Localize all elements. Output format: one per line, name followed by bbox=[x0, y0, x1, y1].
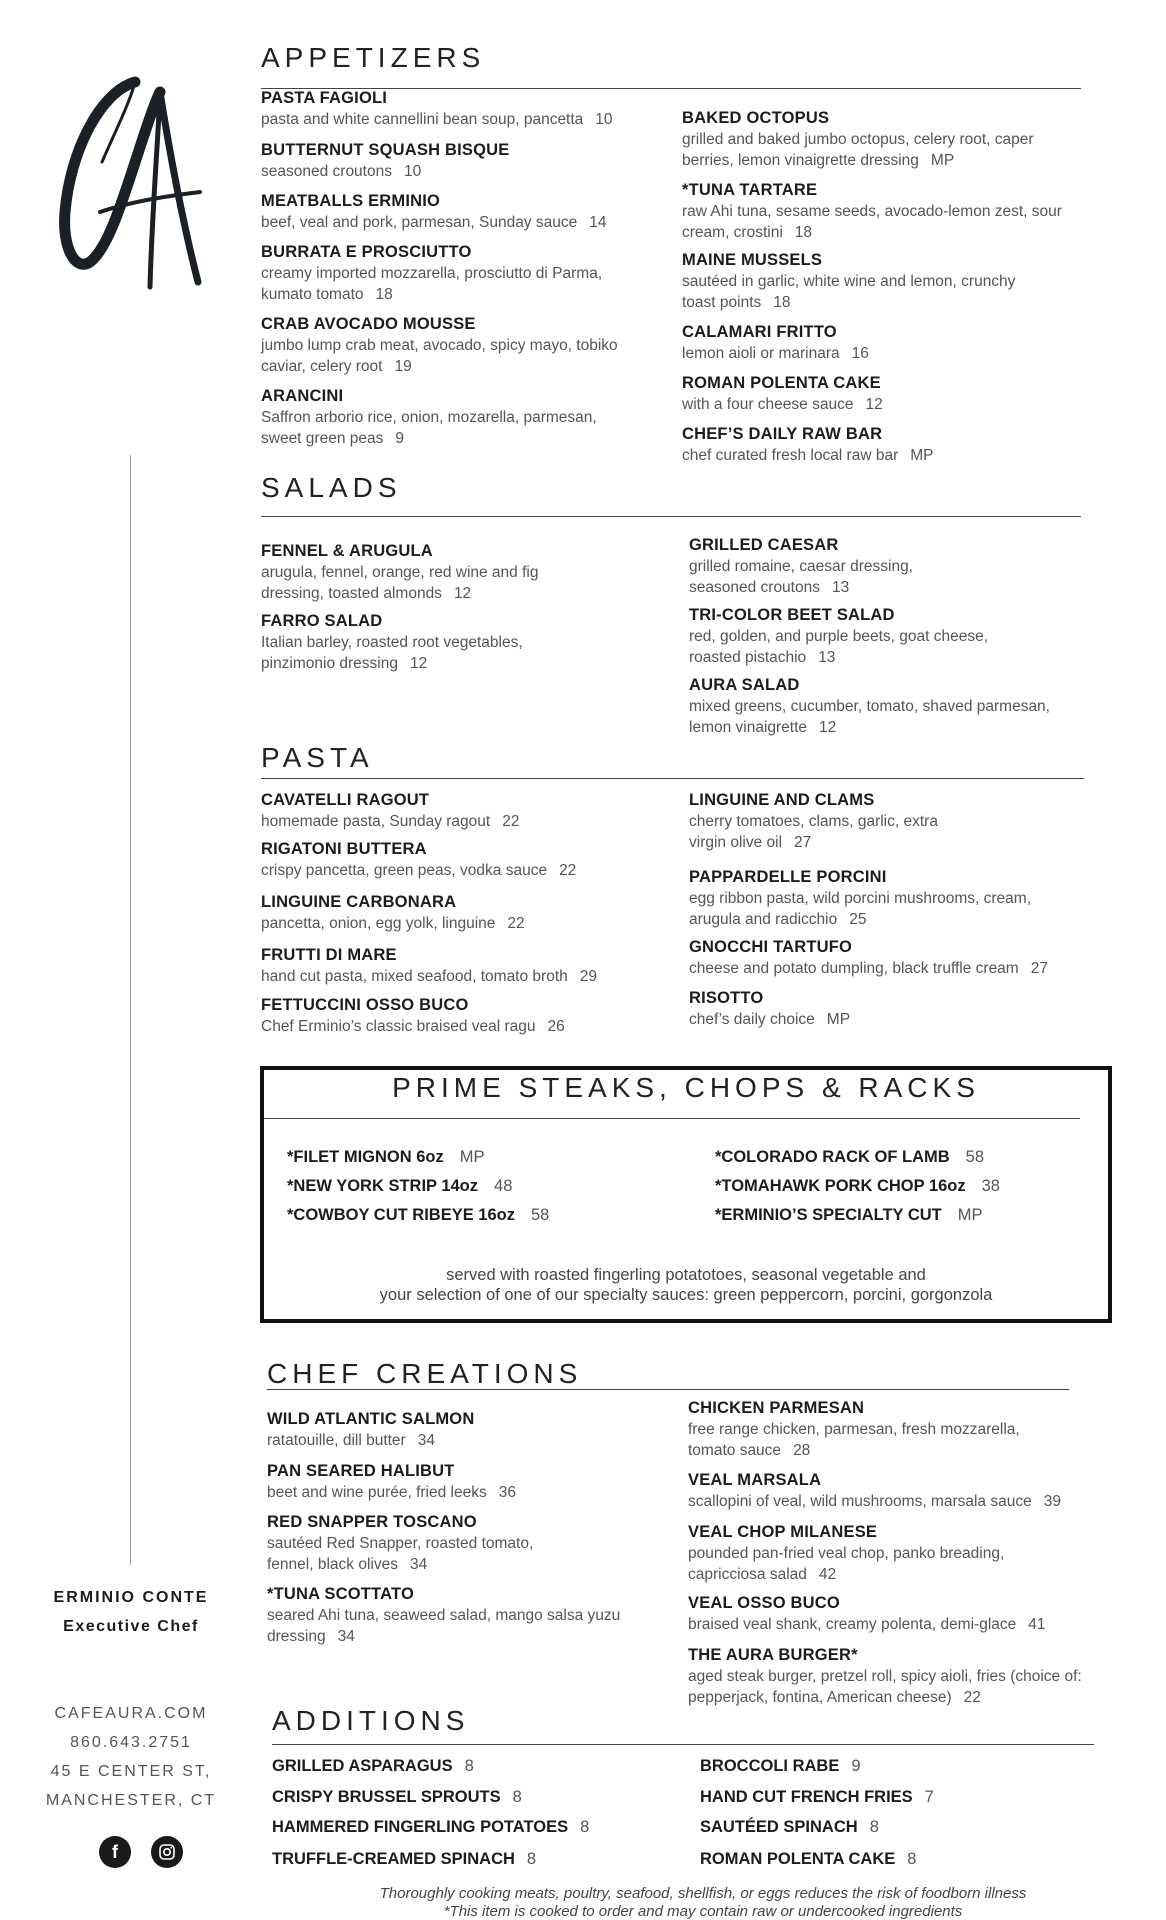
addition-item: BROCCOLI RABE 9 bbox=[700, 1757, 861, 1775]
steak-item: *COWBOY CUT RIBEYE 16oz 58 bbox=[287, 1206, 550, 1224]
menu-item: PAN SEARED HALIBUT beet and wine purée, fried leeks 36 bbox=[267, 1462, 516, 1501]
menu-item: FRUTTI DI MARE hand cut pasta, mixed seafood, tomato broth 29 bbox=[261, 946, 597, 985]
menu-item: THE AURA BURGER* aged steak burger, pretzel roll, spicy aioli, fries (choice of: pepperjack, fontina, American cheese) 22 bbox=[688, 1646, 1082, 1706]
facebook-icon[interactable]: f bbox=[99, 1836, 131, 1868]
section-title-steaks: PRIME STEAKS, CHOPS & RACKS bbox=[392, 1072, 980, 1103]
menu-item: VEAL OSSO BUCO braised veal shank, creamy polenta, demi-glace 41 bbox=[688, 1594, 1046, 1633]
footer-disclaimer: Thoroughly cooking meats, poultry, seafood, shellfish, or eggs reduces the risk of foodborn illness bbox=[379, 1885, 1027, 1902]
menu-item: BURRATA E PROSCIUTTO creamy imported mozzarella, prosciutto di Parma, kumato tomato 18 bbox=[261, 243, 603, 303]
menu-item: CHICKEN PARMESAN free range chicken, parmesan, fresh mozzarella, tomato sauce 28 bbox=[688, 1399, 1020, 1459]
steaks-note: served with roasted fingerling potatotoes, seasonal vegetable and bbox=[446, 1266, 926, 1284]
addition-item: GRILLED ASPARAGUS 8 bbox=[272, 1757, 474, 1775]
chef-name: ERMINIO CONTE bbox=[53, 1589, 209, 1606]
menu-item: PASTA FAGIOLI pasta and white cannellini bean soup, pancetta 10 bbox=[261, 89, 613, 128]
menu-item: VEAL MARSALA scallopini of veal, wild mushrooms, marsala sauce 39 bbox=[688, 1471, 1061, 1510]
menu-item: BAKED OCTOPUS grilled and baked jumbo octopus, celery root, caper berries, lemon vinaigrette dressing MP bbox=[682, 109, 1034, 169]
section-title-salads: SALADS bbox=[261, 472, 402, 503]
menu-item: CHEF’S DAILY RAW BAR chef curated fresh local raw bar MP bbox=[682, 425, 934, 464]
steak-item: *FILET MIGNON 6oz MP bbox=[287, 1148, 485, 1166]
menu-item: LINGUINE AND CLAMS cherry tomatoes, clams, garlic, extra virgin olive oil 27 bbox=[689, 791, 938, 851]
menu-item: PAPPARDELLE PORCINI egg ribbon pasta, wild porcini mushrooms, cream, arugula and radicchio 25 bbox=[689, 868, 1032, 928]
menu-item: RISOTTO chef’s daily choice MP bbox=[689, 989, 851, 1028]
instagram-icon[interactable] bbox=[151, 1836, 183, 1868]
divider bbox=[267, 1389, 1069, 1390]
menu-item: CALAMARI FRITTO lemon aioli or marinara 16 bbox=[682, 323, 869, 362]
menu-item: *TUNA TARTARE raw Ahi tuna, sesame seeds, avocado-lemon zest, sour cream, crostini 18 bbox=[682, 181, 1062, 241]
addition-item: ROMAN POLENTA CAKE 8 bbox=[700, 1850, 917, 1868]
section-title-appetizers: APPETIZERS bbox=[261, 42, 486, 73]
footer-disclaimer: *This item is cooked to order and may contain raw or undercooked ingredients bbox=[443, 1903, 963, 1920]
steak-item: *ERMINIO’S SPECIALTY CUT MP bbox=[715, 1206, 983, 1224]
menu-item: MEATBALLS ERMINIO beef, veal and pork, parmesan, Sunday sauce 14 bbox=[261, 192, 607, 231]
menu-item: RED SNAPPER TOSCANO sautéed Red Snapper, roasted tomato, fennel, black olives 34 bbox=[267, 1513, 534, 1573]
menu-item: ARANCINI Saffron arborio rice, onion, mozarella, parmesan, sweet green peas 9 bbox=[261, 387, 597, 447]
divider bbox=[264, 1118, 1080, 1119]
section-title-pasta: PASTA bbox=[261, 742, 374, 773]
divider bbox=[261, 778, 1084, 779]
chef-title: Executive Chef bbox=[63, 1618, 199, 1635]
sidebar-divider bbox=[130, 455, 131, 1565]
menu-item: AURA SALAD mixed greens, cucumber, tomato, shaved parmesan, lemon vinaigrette 12 bbox=[689, 676, 1050, 736]
section-title-additions: ADDITIONS bbox=[272, 1705, 470, 1736]
divider bbox=[261, 516, 1081, 517]
menu-item: MAINE MUSSELS sautéed in garlic, white wine and lemon, crunchy toast points 18 bbox=[682, 251, 1016, 311]
menu-item: VEAL CHOP MILANESE pounded pan-fried veal chop, panko breading, capricciosa salad 42 bbox=[688, 1523, 1005, 1583]
menu-item: CAVATELLI RAGOUT homemade pasta, Sunday ragout 22 bbox=[261, 791, 520, 830]
website-link[interactable]: CAFEAURA.COM bbox=[54, 1705, 208, 1722]
menu-item: *TUNA SCOTTATO seared Ahi tuna, seaweed salad, mango salsa yuzu dressing 34 bbox=[267, 1585, 621, 1645]
menu-item: RIGATONI BUTTERA crispy pancetta, green peas, vodka sauce 22 bbox=[261, 840, 577, 879]
menu-item: FETTUCCINI OSSO BUCO Chef Erminio’s classic braised veal ragu 26 bbox=[261, 996, 565, 1035]
steak-item: *NEW YORK STRIP 14oz 48 bbox=[287, 1177, 513, 1195]
section-title-chef-creations: CHEF CREATIONS bbox=[267, 1358, 583, 1389]
menu-item: CRAB AVOCADO MOUSSE jumbo lump crab meat, avocado, spicy mayo, tobiko caviar, celery root 19 bbox=[261, 315, 618, 375]
steaks-note: your selection of one of our specialty sauces: green peppercorn, porcini, gorgonzola bbox=[379, 1286, 993, 1304]
divider bbox=[272, 1744, 1094, 1745]
addition-item: HAMMERED FINGERLING POTATOES 8 bbox=[272, 1818, 590, 1836]
menu-item: TRI-COLOR BEET SALAD red, golden, and purple beets, goat cheese, roasted pistachio 13 bbox=[689, 606, 989, 666]
steak-item: *TOMAHAWK PORK CHOP 16oz 38 bbox=[715, 1177, 1000, 1195]
addition-item: HAND CUT FRENCH FRIES 7 bbox=[700, 1788, 934, 1806]
menu-item: LINGUINE CARBONARA pancetta, onion, egg yolk, linguine 22 bbox=[261, 893, 525, 932]
menu-item: BUTTERNUT SQUASH BISQUE seasoned croutons 10 bbox=[261, 141, 510, 180]
addition-item: TRUFFLE-CREAMED SPINACH 8 bbox=[272, 1850, 537, 1868]
logo bbox=[40, 72, 210, 312]
menu-item: GNOCCHI TARTUFO cheese and potato dumpling, black truffle cream 27 bbox=[689, 938, 1048, 977]
menu-item: FARRO SALAD Italian barley, roasted root vegetables, pinzimonio dressing 12 bbox=[261, 612, 523, 672]
menu-item: GRILLED CAESAR grilled romaine, caesar dressing, seasoned croutons 13 bbox=[689, 536, 913, 596]
steak-item: *COLORADO RACK OF LAMB 58 bbox=[715, 1148, 985, 1166]
menu-item: FENNEL & ARUGULA arugula, fennel, orange, red wine and fig dressing, toasted almonds 12 bbox=[261, 542, 539, 602]
address-line-1: 45 E CENTER ST, bbox=[50, 1763, 212, 1780]
address-line-2: MANCHESTER, CT bbox=[45, 1792, 217, 1809]
addition-item: CRISPY BRUSSEL SPROUTS 8 bbox=[272, 1788, 522, 1806]
phone-number[interactable]: 860.643.2751 bbox=[70, 1734, 192, 1751]
menu-item: ROMAN POLENTA CAKE with a four cheese sauce 12 bbox=[682, 374, 883, 413]
addition-item: SAUTÉED SPINACH 8 bbox=[700, 1818, 879, 1836]
menu-item: WILD ATLANTIC SALMON ratatouille, dill butter 34 bbox=[267, 1410, 475, 1449]
